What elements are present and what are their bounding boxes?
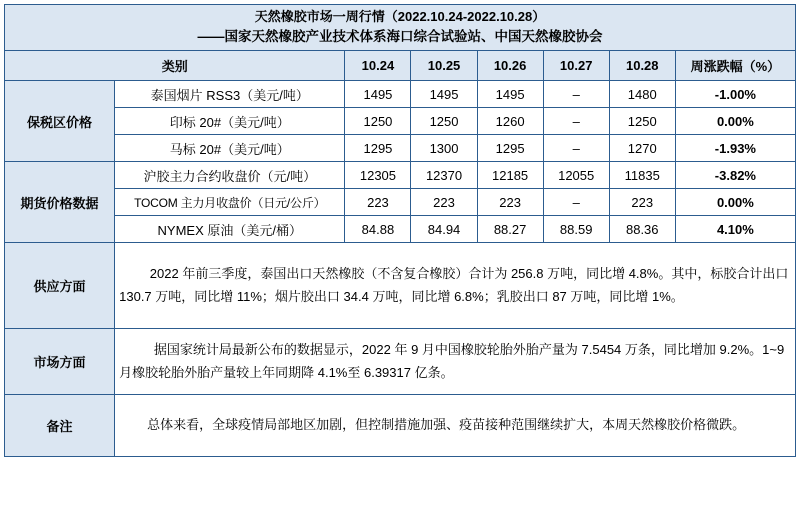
cell-weekly-change: 0.00% bbox=[675, 108, 795, 135]
table-row bbox=[5, 108, 796, 135]
column-header-date-4: 10.27 bbox=[543, 51, 609, 81]
cell-value: 1295 bbox=[477, 135, 543, 162]
cell-weekly-change: -3.82% bbox=[675, 162, 795, 189]
cell-value: – bbox=[543, 135, 609, 162]
section-label-remarks: 备注 bbox=[5, 395, 115, 457]
cell-value: – bbox=[543, 81, 609, 108]
column-header-date-2: 10.25 bbox=[411, 51, 477, 81]
column-header-date-3: 10.26 bbox=[477, 51, 543, 81]
cell-value: 12370 bbox=[411, 162, 477, 189]
table-row bbox=[5, 395, 796, 457]
market-report-table bbox=[4, 4, 796, 457]
cell-weekly-change: 0.00% bbox=[675, 189, 795, 216]
cell-value: 1260 bbox=[477, 108, 543, 135]
cell-value: 1495 bbox=[345, 81, 411, 108]
cell-value: 11835 bbox=[609, 162, 675, 189]
cell-value: 84.94 bbox=[411, 216, 477, 243]
row-label: NYMEX 原油（美元/桶） bbox=[115, 216, 345, 243]
report-title bbox=[5, 5, 796, 51]
cell-value: 12305 bbox=[345, 162, 411, 189]
row-label: 印标 20#（美元/吨） bbox=[115, 108, 345, 135]
section-text-supply: 2022 年前三季度，泰国出口天然橡胶（不含复合橡胶）合计为 256.8 万吨，同比增 4.8%。其中，标胶合计出口 130.7 万吨，同比增 11%；烟片胶出口 34.4 万吨，同比增 6.8%；乳胶出口 87 万吨，同比增 1%。 bbox=[115, 243, 796, 329]
row-label: TOCOM 主力月收盘价（日元/公斤） bbox=[115, 189, 345, 216]
cell-value: 88.59 bbox=[543, 216, 609, 243]
title-row bbox=[5, 5, 796, 51]
section-text-market: 据国家统计局最新公布的数据显示，2022 年 9 月中国橡胶轮胎外胎产量为 7.5454 万条，同比增加 9.2%。1~9 月橡胶轮胎外胎产量较上年同期降 4.1%至 6.39317 亿条。 bbox=[115, 329, 796, 395]
column-header-date-1: 10.24 bbox=[345, 51, 411, 81]
table-row bbox=[5, 216, 796, 243]
cell-value: 12185 bbox=[477, 162, 543, 189]
table-row bbox=[5, 135, 796, 162]
group-label-futures-price-data: 期货价格数据 bbox=[5, 162, 115, 243]
section-label-supply: 供应方面 bbox=[5, 243, 115, 329]
cell-value: 1495 bbox=[411, 81, 477, 108]
column-header-category: 类别 bbox=[5, 51, 345, 81]
cell-value: 223 bbox=[411, 189, 477, 216]
cell-weekly-change: -1.93% bbox=[675, 135, 795, 162]
table-row bbox=[5, 189, 796, 216]
title-line-2: ――国家天然橡胶产业技术体系海口综合试验站、中国天然橡胶协会 bbox=[197, 29, 603, 45]
cell-value: 88.36 bbox=[609, 216, 675, 243]
cell-value: 88.27 bbox=[477, 216, 543, 243]
table-row bbox=[5, 243, 796, 329]
table-header-row bbox=[5, 51, 796, 81]
cell-value: 1480 bbox=[609, 81, 675, 108]
column-header-date-5: 10.28 bbox=[609, 51, 675, 81]
group-label-bonded-zone-price: 保税区价格 bbox=[5, 81, 115, 162]
cell-value: 1250 bbox=[345, 108, 411, 135]
cell-value: 223 bbox=[477, 189, 543, 216]
cell-value: – bbox=[543, 189, 609, 216]
cell-value: 223 bbox=[609, 189, 675, 216]
table-row bbox=[5, 162, 796, 189]
section-label-market: 市场方面 bbox=[5, 329, 115, 395]
table-row bbox=[5, 81, 796, 108]
cell-weekly-change: 4.10% bbox=[675, 216, 795, 243]
cell-value: 223 bbox=[345, 189, 411, 216]
row-label: 泰国烟片 RSS3（美元/吨） bbox=[115, 81, 345, 108]
cell-value: 1250 bbox=[609, 108, 675, 135]
cell-value: 1295 bbox=[345, 135, 411, 162]
cell-value: 1300 bbox=[411, 135, 477, 162]
table-row bbox=[5, 329, 796, 395]
cell-value: 12055 bbox=[543, 162, 609, 189]
cell-value: 1270 bbox=[609, 135, 675, 162]
cell-value: – bbox=[543, 108, 609, 135]
row-label: 沪胶主力合约收盘价（元/吨） bbox=[115, 162, 345, 189]
column-header-weekly-change: 周涨跌幅（%） bbox=[675, 51, 795, 81]
cell-value: 1250 bbox=[411, 108, 477, 135]
row-label: 马标 20#（美元/吨） bbox=[115, 135, 345, 162]
cell-value: 1495 bbox=[477, 81, 543, 108]
section-text-remarks: 总体来看，全球疫情局部地区加剧，但控制措施加强、疫苗接种范围继续扩大，本周天然橡胶价格微跌。 bbox=[115, 395, 796, 457]
title-line-1: 天然橡胶市场一周行情（2022.10.24-2022.10.28） bbox=[254, 9, 546, 24]
cell-value: 84.88 bbox=[345, 216, 411, 243]
cell-weekly-change: -1.00% bbox=[675, 81, 795, 108]
